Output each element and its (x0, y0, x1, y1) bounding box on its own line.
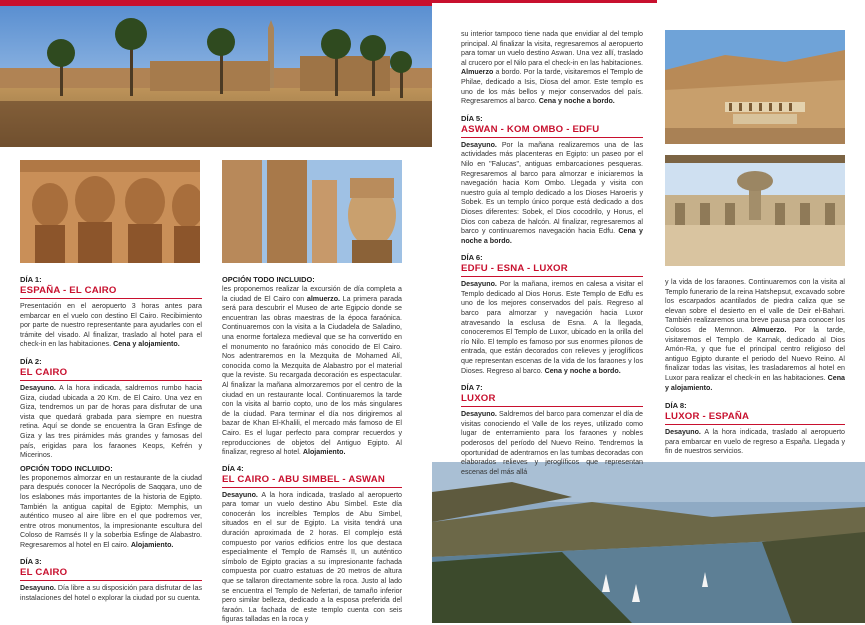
day-4-continued-text: su interior tampoco tiene nada que envidiar al del templo principal. Al finalizar la visita, regresaremos al aeropuerto para tomar un vuelo destino Aswan. Una vez allí, traslado al crucero por el Nilo para el check-in en las habitaciones. Almuerzo a bordo. Por la tarde, visitaremos el Templo de Philae, dedicado a Isis, Diosa del amor. Este templo es uno de los más bellos y mejor conservados del país. Regresaremos al barco. Cena y noche a bordo. (461, 30, 643, 106)
day-7-title: LUXOR (461, 393, 496, 405)
option-title: OPCIÓN TODO INCLUIDO: (20, 463, 113, 473)
day-6-text: Desayuno. Por la mañana, iremos en calesa a visitar el Templo dedicado al Dios Horus. Este Templo de Edfu es uno de los mejores conservados del país. Regreso al barco para almorzar y navegación hacia Luxor atravesando la esclusa de Esna. A la llegada, conoceremos El Templo de Luxor, ubicado en la orilla del río Nilo. El templo es famoso por sus enormes pilonos de entrada, que están decorados con relieves y jeroglíficos que representan escenas de la vida de los faraones y los Dioses. Regreso al barco. Cena y noche a bordo. (461, 280, 643, 375)
day-4-label: DÍA 4: (222, 463, 244, 473)
day-4-title: EL CAIRO - ABU SIMBEL - ASWAN (222, 473, 386, 485)
day-3-text: Desayuno. Día libre a su disposición para disfrutar de las instalaciones del hotel o explorar la ciudad por su cuenta. (20, 584, 202, 603)
day-7-label: DÍA 7: (461, 383, 483, 393)
divider (20, 380, 202, 381)
day-1-text: Presentación en el aeropuerto 3 horas antes para embarcar en el vuelo con destino El Cairo. Recibimiento por parte de nuestro representante para ayudarles con el trámite del visado. Al finalizar, traslado al hotel para el check-in en las habitaciones. Cena y alojamiento. (20, 302, 202, 349)
photo-aswan-nile (432, 462, 865, 623)
day-5-title: ASWAN - KOM OMBO - EDFU (461, 123, 600, 135)
photo-ramses-statues (20, 160, 200, 263)
day-1-label: DÍA 1: (20, 275, 42, 284)
photo-karnak-columns (222, 160, 402, 263)
day-7-text: Desayuno. Saldremos del barco para comenzar el día de visitas conociendo el Valle de los reyes, utilizado como lugar de enterramiento para los faraones y nobles poderosos del período del Nuevo Reino. Tendremos la oportunidad de adentrarnos en las tumbas decoradas con elaborados relieves y jeroglíficos que representan escenas del más allá (461, 410, 644, 476)
day-8-label: DÍA 8: (665, 401, 687, 411)
divider (461, 406, 643, 407)
day-3-label: DÍA 3: (20, 557, 42, 567)
column-3 (461, 30, 643, 477)
day-2-text: Desayuno. A la hora indicada, saldremos rumbo hacia Giza, ciudad ubicada a 20 Km. de El Cairo. Una vez en Giza, tendremos un par de horas para disfrutar de una vista que quedará grabada para siempre en nuestra retina. Aquí se donde se encuentra la Gran Esfinge de Giza y las tres pirámides más grandes y famosas del país, erigidas para los faraones Keops, Kefrén y Micerinos. (20, 383, 202, 460)
day-1-title: ESPAÑA - EL CAIRO (20, 285, 117, 296)
photo-karnak-temple (0, 6, 432, 147)
column-2 (222, 275, 402, 625)
divider (461, 276, 643, 277)
top-red-bar-right (432, 0, 657, 3)
day-3-title: EL CAIRO (20, 567, 68, 579)
day-6-label: DÍA 6: (461, 253, 483, 263)
day-2-title: EL CAIRO (20, 366, 68, 378)
divider (20, 298, 202, 299)
photo-mosque-courtyard (665, 155, 845, 266)
divider (665, 424, 845, 425)
day-5-label: DÍA 5: (461, 113, 483, 123)
day-5-text: Desayuno. Por la mañana realizaremos una de las actividades más placenteras en Egipto: un paseo por el Nilo en "Falucas", antiguas embarcaciones pesqueras. Regresaremos al barco para almorzar e iniciaremos la navegación hacia Kom Ombo. Llegada y visita con nuestro guía al templo dedicado a los Dioses Haroeris y Sobek. Es un templo único porque está dedicado a dos Dioses diferentes: Sobek, el Dios cocodrilo, y Horus, el Dios con cabeza de halcón. Al finalizar, regresaremos al barco y continuaremos navegación hacia Edfu. Cena y noche a bordo. (461, 140, 643, 245)
day-2-label: DÍA 2: (20, 356, 42, 366)
divider (222, 487, 402, 488)
photo-hatshepsut-temple (665, 30, 845, 144)
day-6-title: EDFU - ESNA - LUXOR (461, 263, 568, 275)
divider (461, 137, 643, 138)
column-1 (20, 275, 202, 604)
option-text: les proponemos realizar la excursión de día completa a la ciudad de El Cairo con almuerzo. La primera parada será para descubrir el Museo de arte Egipcio donde se encuentran las obras maestras de la época faraónica. Continuaremos con la visita a la Ciudadela de Saladino, una enorme fortaleza medieval que se ha convertido en el monumento no faraónico más conocido de El Cairo. Nos adentraremos en la Mezquita de Mohamed Alí, conocida como la Mezquita de Alabastro por el material que la reviste. Su recargada decoración es espectacular. Al finalizar la mañana almorzaremos por el centro de la ciudad en un restaurante local. Continuaremos la tarde con la visita al barrio copto, uno de los más singulares de la ciudad. Para terminar el día nos dirigiremos al bazar de Khan El-Khalili, el mercado más famoso de El Cairo. Es el lugar perfecto para comprar recuerdos y reproducciones de objetos del Antiguo Egipto. Al finalizar, regreso al hotel. Alojamiento. (222, 285, 402, 457)
option-text: les proponemos almorzar en un restaurante de la ciudad para después conocer la Necrópolis de Saqqara, uno de los eslabones más importantes de la historia de Egipto. También la antigua capital de Egipto: Memphis, un auténtico museo al aire libre en el que podremos ver, entre otros monumentos, la impresionante escultura del Coloso de Ramsés II y la soberbia Esfinge de Alabastro. Regresaremos al hotel en El cairo. Alojamiento. (20, 473, 202, 549)
day-7-continued-text: y la vida de los faraones. Continuaremos con la visita al Templo funerario de la reina Hatshepsut, excavado sobre los escarpados acantilados de piedra caliza que se elevan sobre el desierto en el valle de Deir el-Bahari. También realizaremos una breve pausa para conocer los Colosos de Memnon. Almuerzo. Por la tarde, visitaremos el Templo de Karnak, dedicado al Dios Amón-Ra, y que fue el principal centro religioso del antiguo Egipto durante el periodo del Nuevo Reino. Al finalizar todas las visitas, les trasladaremos al hotel en Luxor para realizar el check-in en las habitaciones. Cena y alojamiento. (665, 278, 845, 392)
column-4 (665, 278, 845, 457)
day-8-text: Desayuno. A la hora indicada, traslado al aeropuerto para embarcar en vuelo de regreso a España. Llegada y fin de nuestros servicios. (665, 428, 845, 456)
option-title: OPCIÓN TODO INCLUIDO: (222, 275, 315, 284)
divider (20, 580, 202, 581)
day-4-text: Desayuno. A la hora indicada, traslado al aeropuerto para tomar un vuelo destino Abu Simbel. Este día conocerán los increíbles Templos de Abu Simbel, situados en el sur de Egipto. La visita tendrá una duración aproximada de 2 horas. El complejo está compuesto por varios edificios entre los que destaca especialmente el Templo de Ramsés II, un auténtico símbolo de Egipto gracias a su impresionante fachada compuesta por cuatro estatuas de 20 metros de altura que se tallaron directamente sobre la roca. Justo al lado se encuentra el Templo de Nefertari, de tamaño inferior pero similar belleza, dedicado a la esposa preferida del faraón. La fachada de este templo cuenta con seis figuras talladas en la roca y (222, 490, 402, 624)
day-8-title: LUXOR - ESPAÑA (665, 411, 750, 423)
